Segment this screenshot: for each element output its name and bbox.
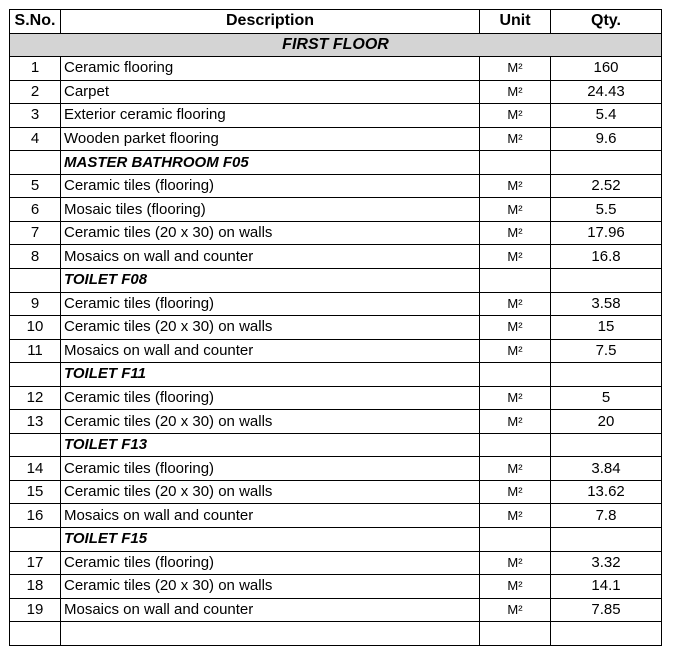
row-unit-empty bbox=[480, 433, 551, 457]
row-unit: M² bbox=[480, 339, 551, 363]
row-unit-empty bbox=[480, 622, 551, 646]
row-qty: 160 bbox=[551, 57, 662, 81]
row-sno-empty bbox=[10, 433, 61, 457]
table-row bbox=[10, 80, 662, 104]
row-unit: M² bbox=[480, 245, 551, 269]
row-sno: 13 bbox=[10, 410, 61, 434]
row-unit: M² bbox=[480, 575, 551, 599]
row-qty: 3.58 bbox=[551, 292, 662, 316]
table-row bbox=[10, 221, 662, 245]
row-unit-empty bbox=[480, 528, 551, 552]
row-description: Ceramic tiles (20 x 30) on walls bbox=[61, 221, 480, 245]
row-sno: 18 bbox=[10, 575, 61, 599]
row-unit: M² bbox=[480, 480, 551, 504]
row-unit-empty bbox=[480, 269, 551, 293]
row-description: Mosaics on wall and counter bbox=[61, 339, 480, 363]
row-sno: 7 bbox=[10, 221, 61, 245]
row-qty-empty bbox=[551, 363, 662, 387]
table-row bbox=[10, 316, 662, 340]
table-row bbox=[10, 198, 662, 222]
row-sno: 17 bbox=[10, 551, 61, 575]
row-unit: M² bbox=[480, 221, 551, 245]
row-qty: 2.52 bbox=[551, 174, 662, 198]
row-qty: 14.1 bbox=[551, 575, 662, 599]
row-qty: 3.32 bbox=[551, 551, 662, 575]
table-row bbox=[10, 57, 662, 81]
row-qty: 7.5 bbox=[551, 339, 662, 363]
section-row bbox=[10, 151, 662, 175]
row-unit: M² bbox=[480, 457, 551, 481]
floor-title-row bbox=[10, 33, 662, 57]
row-description: Ceramic tiles (20 x 30) on walls bbox=[61, 410, 480, 434]
row-qty: 20 bbox=[551, 410, 662, 434]
section-title: TOILET F08 bbox=[61, 269, 480, 293]
row-unit: M² bbox=[480, 316, 551, 340]
row-sno: 19 bbox=[10, 598, 61, 622]
row-unit: M² bbox=[480, 551, 551, 575]
row-description: Wooden parket flooring bbox=[61, 127, 480, 151]
row-unit: M² bbox=[480, 80, 551, 104]
row-unit: M² bbox=[480, 598, 551, 622]
row-sno: 11 bbox=[10, 339, 61, 363]
row-qty: 5.4 bbox=[551, 104, 662, 128]
row-sno: 2 bbox=[10, 80, 61, 104]
row-unit-empty bbox=[480, 363, 551, 387]
row-unit: M² bbox=[480, 104, 551, 128]
row-unit-empty bbox=[480, 151, 551, 175]
row-qty: 5.5 bbox=[551, 198, 662, 222]
row-description: Ceramic tiles (flooring) bbox=[61, 551, 480, 575]
row-qty-empty bbox=[551, 528, 662, 552]
row-description: Mosaics on wall and counter bbox=[61, 245, 480, 269]
header-unit: Unit bbox=[480, 10, 551, 34]
row-sno: 4 bbox=[10, 127, 61, 151]
header-sno: S.No. bbox=[10, 10, 61, 34]
row-sno: 3 bbox=[10, 104, 61, 128]
row-description: Mosaics on wall and counter bbox=[61, 598, 480, 622]
row-qty: 7.8 bbox=[551, 504, 662, 528]
row-unit: M² bbox=[480, 504, 551, 528]
row-sno: 10 bbox=[10, 316, 61, 340]
section-title: TOILET F11 bbox=[61, 363, 480, 387]
row-sno-empty bbox=[10, 269, 61, 293]
table-row bbox=[10, 104, 662, 128]
row-qty: 5 bbox=[551, 386, 662, 410]
row-qty: 24.43 bbox=[551, 80, 662, 104]
section-row bbox=[10, 433, 662, 457]
row-unit: M² bbox=[480, 410, 551, 434]
header-description: Description bbox=[61, 10, 480, 34]
row-unit: M² bbox=[480, 292, 551, 316]
row-description: Mosaic tiles (flooring) bbox=[61, 198, 480, 222]
table-row bbox=[10, 598, 662, 622]
row-unit: M² bbox=[480, 57, 551, 81]
row-description: Ceramic tiles (20 x 30) on walls bbox=[61, 575, 480, 599]
table-row bbox=[10, 127, 662, 151]
table-row bbox=[10, 551, 662, 575]
row-qty-empty bbox=[551, 433, 662, 457]
header-row bbox=[10, 10, 662, 34]
section-title: TOILET F15 bbox=[61, 528, 480, 552]
row-description: Carpet bbox=[61, 80, 480, 104]
row-sno-empty bbox=[10, 363, 61, 387]
row-qty-empty bbox=[551, 151, 662, 175]
table-row bbox=[10, 245, 662, 269]
row-description: Ceramic tiles (flooring) bbox=[61, 457, 480, 481]
row-sno-empty bbox=[10, 528, 61, 552]
row-sno-empty bbox=[10, 622, 61, 646]
table-row bbox=[10, 339, 662, 363]
row-description: Ceramic tiles (flooring) bbox=[61, 292, 480, 316]
row-sno: 6 bbox=[10, 198, 61, 222]
table-row bbox=[10, 480, 662, 504]
row-qty-empty bbox=[551, 269, 662, 293]
row-qty: 16.8 bbox=[551, 245, 662, 269]
row-unit: M² bbox=[480, 386, 551, 410]
table-row bbox=[10, 292, 662, 316]
table-row bbox=[10, 386, 662, 410]
row-qty-empty bbox=[551, 622, 662, 646]
row-qty: 3.84 bbox=[551, 457, 662, 481]
table-row bbox=[10, 504, 662, 528]
row-description: Exterior ceramic flooring bbox=[61, 104, 480, 128]
row-description: Ceramic flooring bbox=[61, 57, 480, 81]
table-row bbox=[10, 410, 662, 434]
section-title: MASTER BATHROOM F05 bbox=[61, 151, 480, 175]
row-description: Ceramic tiles (20 x 30) on walls bbox=[61, 316, 480, 340]
table-row bbox=[10, 457, 662, 481]
row-sno: 5 bbox=[10, 174, 61, 198]
row-qty: 13.62 bbox=[551, 480, 662, 504]
section-row bbox=[10, 363, 662, 387]
table-row bbox=[10, 575, 662, 599]
row-qty: 17.96 bbox=[551, 221, 662, 245]
row-description-empty bbox=[61, 622, 480, 646]
row-description: Ceramic tiles (20 x 30) on walls bbox=[61, 480, 480, 504]
header-qty: Qty. bbox=[551, 10, 662, 34]
row-unit: M² bbox=[480, 198, 551, 222]
row-description: Ceramic tiles (flooring) bbox=[61, 174, 480, 198]
section-row bbox=[10, 269, 662, 293]
blank-row bbox=[10, 622, 662, 646]
row-sno: 15 bbox=[10, 480, 61, 504]
row-description: Mosaics on wall and counter bbox=[61, 504, 480, 528]
row-unit: M² bbox=[480, 174, 551, 198]
row-sno: 9 bbox=[10, 292, 61, 316]
row-unit: M² bbox=[480, 127, 551, 151]
bill-of-quantities-table bbox=[9, 9, 662, 646]
row-qty: 9.6 bbox=[551, 127, 662, 151]
row-qty: 15 bbox=[551, 316, 662, 340]
row-qty: 7.85 bbox=[551, 598, 662, 622]
table-row bbox=[10, 174, 662, 198]
row-sno: 12 bbox=[10, 386, 61, 410]
row-sno: 16 bbox=[10, 504, 61, 528]
row-sno: 8 bbox=[10, 245, 61, 269]
row-sno-empty bbox=[10, 151, 61, 175]
floor-title: FIRST FLOOR bbox=[10, 33, 662, 57]
row-sno: 1 bbox=[10, 57, 61, 81]
row-description: Ceramic tiles (flooring) bbox=[61, 386, 480, 410]
row-sno: 14 bbox=[10, 457, 61, 481]
section-row bbox=[10, 528, 662, 552]
section-title: TOILET F13 bbox=[61, 433, 480, 457]
table-body bbox=[10, 33, 662, 645]
